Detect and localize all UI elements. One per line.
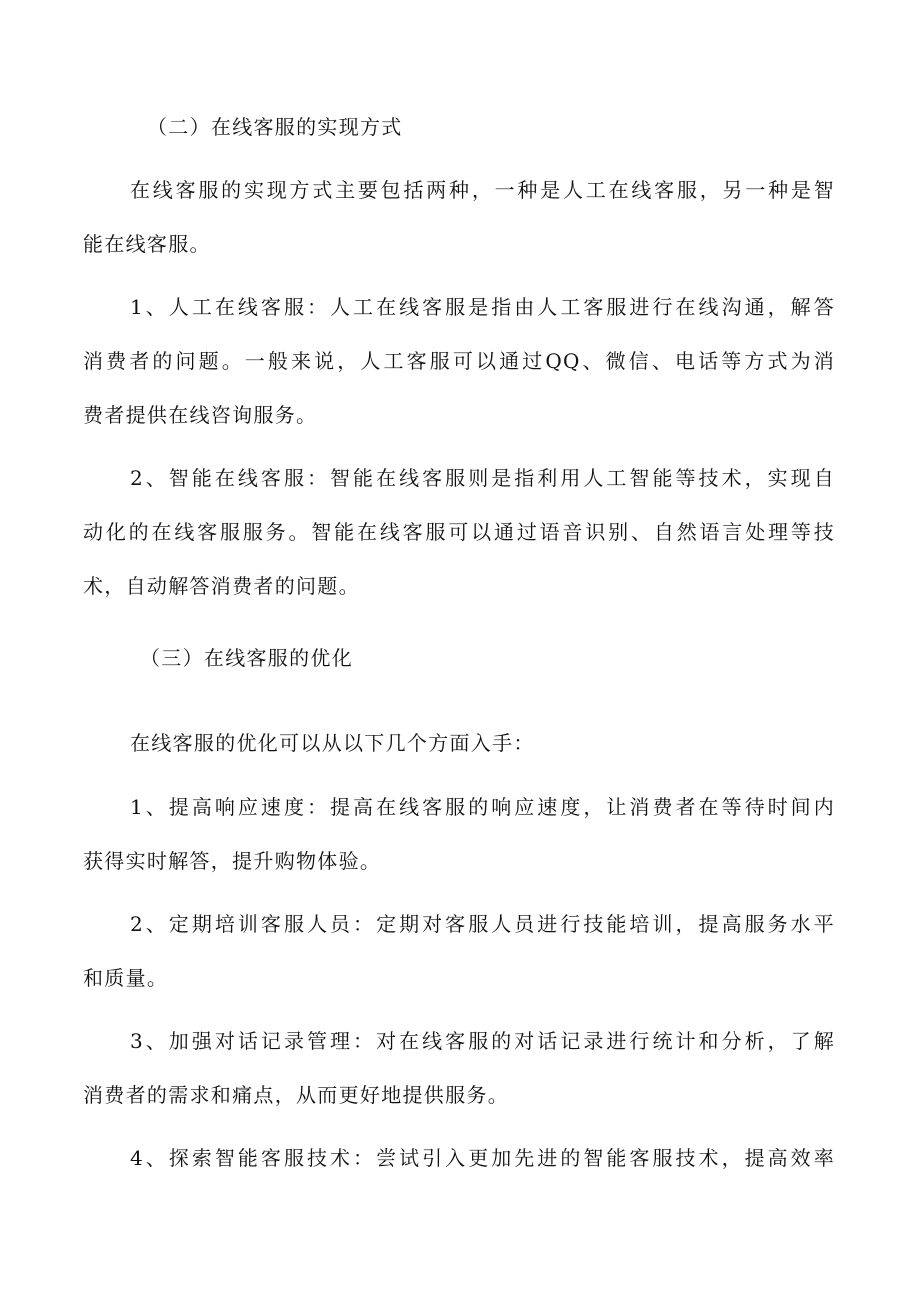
paragraph-line: 消费者的需求和痛点，从而更好地提供服务。 <box>83 1083 509 1107</box>
paragraph-line: 动化的在线客服服务。智能在线客服可以通过语音识别、自然语言处理等技 <box>83 520 835 544</box>
paragraph-line: 2、智能在线客服：智能在线客服则是指利用人工智能等技术，实现自 <box>130 466 835 490</box>
paragraph-line: 1、人工在线客服：人工在线客服是指由人工客服进行在线沟通，解答 <box>130 295 835 319</box>
paragraph-line: 获得实时解答，提升购物体验。 <box>83 849 382 873</box>
paragraph-line: 费者提供在线咨询服务。 <box>83 403 318 427</box>
paragraph-line: 4、探索智能客服技术：尝试引入更加先进的智能客服技术，提高效率 <box>130 1146 835 1170</box>
paragraph-line: 在线客服的优化可以从以下几个方面入手： <box>130 731 535 755</box>
paragraph-line: 3、加强对话记录管理：对在线客服的对话记录进行统计和分析，了解 <box>130 1029 835 1053</box>
paragraph-line: 2、定期培训客服人员：定期对客服人员进行技能培训，提高服务水平 <box>130 912 835 936</box>
paragraph-line: 消费者的问题。一般来说，人工客服可以通过QQ、微信、电话等方式为消 <box>83 349 835 373</box>
paragraph-line: 能在线客服。 <box>83 232 211 256</box>
paragraph-line: 术，自动解答消费者的问题。 <box>83 574 360 598</box>
paragraph-line: 1、提高响应速度：提高在线客服的响应速度，让消费者在等待时间内 <box>130 795 835 819</box>
paragraph-line: 和质量。 <box>83 966 169 990</box>
section-heading-3: （三）在线客服的优化 <box>140 646 353 670</box>
paragraph-line: 在线客服的实现方式主要包括两种，一种是人工在线客服，另一种是智 <box>130 178 835 202</box>
section-heading-2: （二）在线客服的实现方式 <box>147 115 403 139</box>
